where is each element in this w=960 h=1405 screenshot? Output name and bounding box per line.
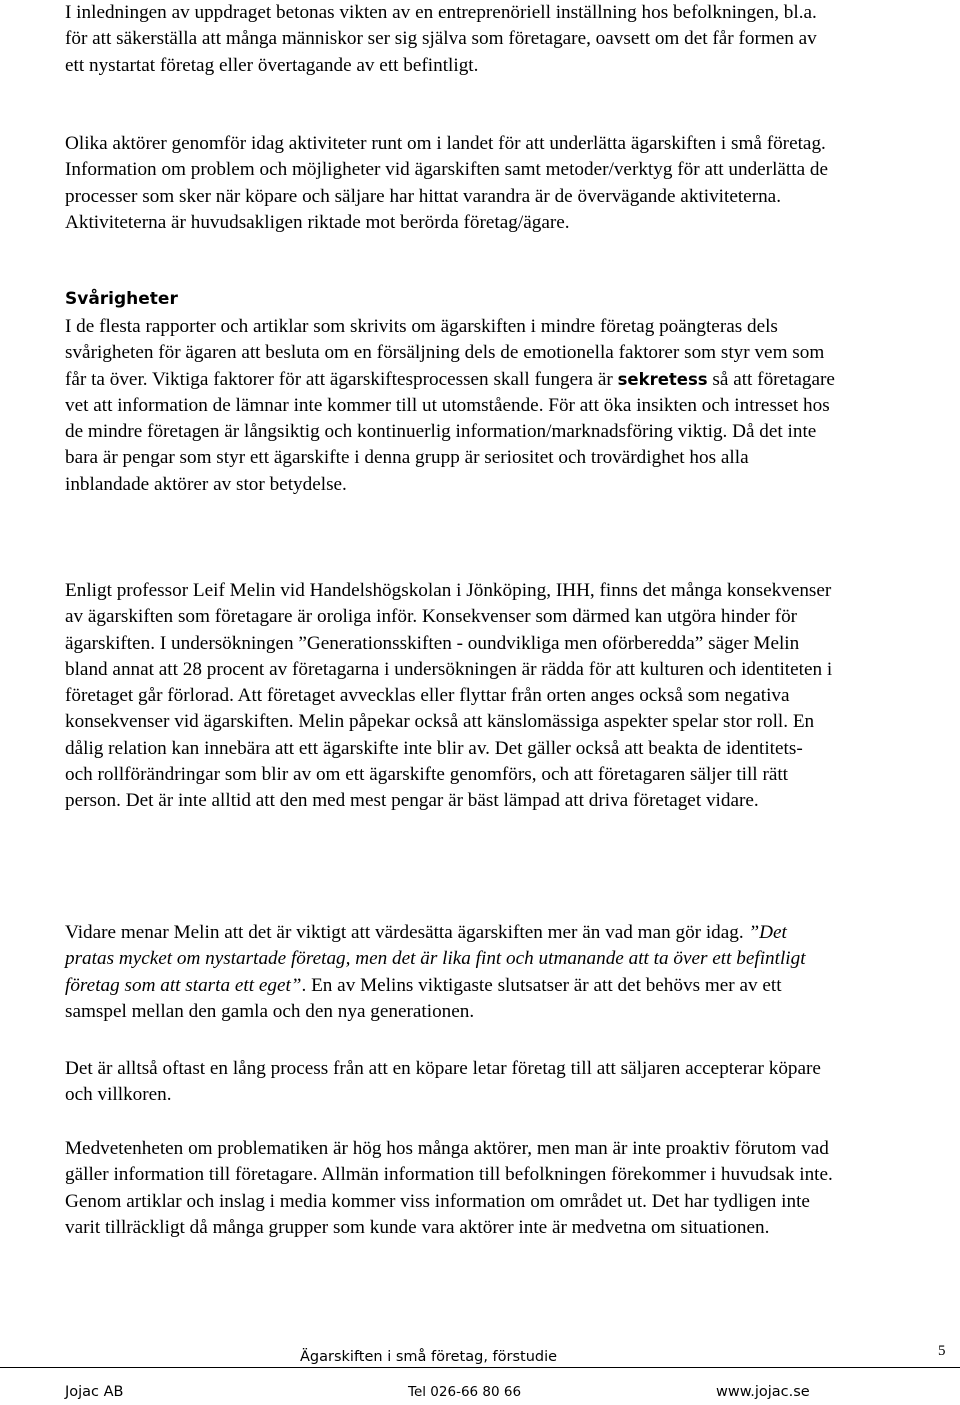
paragraph-melin-valuation: [65, 920, 835, 1025]
paragraph-difficulties: [65, 314, 835, 498]
paragraph-long-process: Det är alltså oftast en lång process från att en köpare letar företag till att säljaren accepterar köpare och villkoren.: [65, 1058, 821, 1106]
paragraph-awareness: Medvetenheten om problematiken är hög hos många aktörer, men man är inte proaktiv förutom vad gäller information till företagare. Allmän information till befolkningen förekommer i huvudsak inte. Genom artiklar och inslag i media kommer viss information om området ut. Det har tydligen inte varit tillräckligt då många grupper som kunde vara aktörer inte är medvetna om situationen.: [65, 1138, 833, 1238]
footer-divider: [0, 1367, 960, 1368]
paragraph-intro: I inledningen av uppdraget betonas vikten av en entreprenöriell inställning hos befolkningen, bl.a. för att säkerställa att många människor ser sig själva som företagare, oavsett om det får formen av ett nystartat företag eller övertagande av ett befintligt.: [65, 2, 817, 76]
footer-website: www.jojac.se: [716, 1384, 810, 1400]
keyword-sekretess: sekretess: [617, 369, 708, 389]
footer-phone: Tel 026-66 80 66: [408, 1384, 522, 1400]
melin-quote: ”Det pratas mycket om nystartade företag, men det är lika fint och utmanande att ta över ett befintligt företag som att starta ett eget”: [65, 922, 806, 996]
footer-document-title: Ägarskiften i små företag, förstudie: [300, 1349, 558, 1365]
paragraph-melin-valuation-part-2: . En av Melins viktigaste slutsatser är att det behövs mer av ett samspel mellan den gamla och den nya generationen.: [65, 974, 782, 1022]
section-heading-difficulties: Svårigheter: [65, 289, 178, 309]
footer-company: Jojac AB: [65, 1384, 124, 1400]
paragraph-difficulties-part-1: I de flesta rapporter och artiklar som skrivits om ägarskiften i mindre företag poängteras dels svårigheten för ägaren att besluta om en försäljning dels de emotionella faktorer som styr vem som får ta över. Viktiga faktorer för att ägarskiftesprocessen skall fungera är: [65, 316, 825, 390]
page-number: 5: [938, 1343, 946, 1359]
paragraph-melin-valuation-part-1: Vidare menar Melin att det är viktigt att värdesätta ägarskiften mer än vad man gör idag.: [65, 922, 749, 943]
paragraph-difficulties-part-2: så att företagare vet att information de lämnar inte kommer till ut utomstående. För att öka insikten och intresset hos de mindre företagen är långsiktig och kontinuerlig information/marknadsföring viktig. Då det inte bara är pengar som styr ett ägarskifte i denna grupp är seriositet och trovärdighet hos alla inblandade aktörer av stor betydelse.: [65, 368, 835, 495]
paragraph-activities: Olika aktörer genomför idag aktiviteter runt om i landet för att underlätta ägarskiften i små företag. Information om problem och möjligheter vid ägarskiften samt metoder/verktyg för att underlätta de processer som sker när köpare och säljare har hittat varandra är de övervägande aktiviteterna. Aktiviteterna är huvudsakligen riktade mot berörda företag/ägare.: [65, 133, 829, 233]
paragraph-melin-consequences: Enligt professor Leif Melin vid Handelshögskolan i Jönköping, IHH, finns det många konsekvenser av ägarskiften som företagare är oroliga inför. Konsekvenser som därmed kan utgöra hinder för ägarskiften. I undersökningen ”Generationsskiften - oundvikliga men oförberedda” säger Melin bland annat att 28 procent av företagarna i undersökningen är rädda för att kulturen och identiteten i företaget går förlorad. Att företaget avvecklas eller flyttar från orten anges också som negativa konsekvenser vid ägarskiften. Melin påpekar också att känslomässiga aspekter spelar stor roll. En dålig relation kan innebära att ett ägarskifte inte blir av. Det gäller också att beakta de identitets- och rollförändringar som blir av om ett ägarskifte genomförs, och att företagaren säljer till rätt person. Det är inte alltid att den med mest pengar är bäst lämpad att driva företaget vidare.: [65, 580, 833, 812]
